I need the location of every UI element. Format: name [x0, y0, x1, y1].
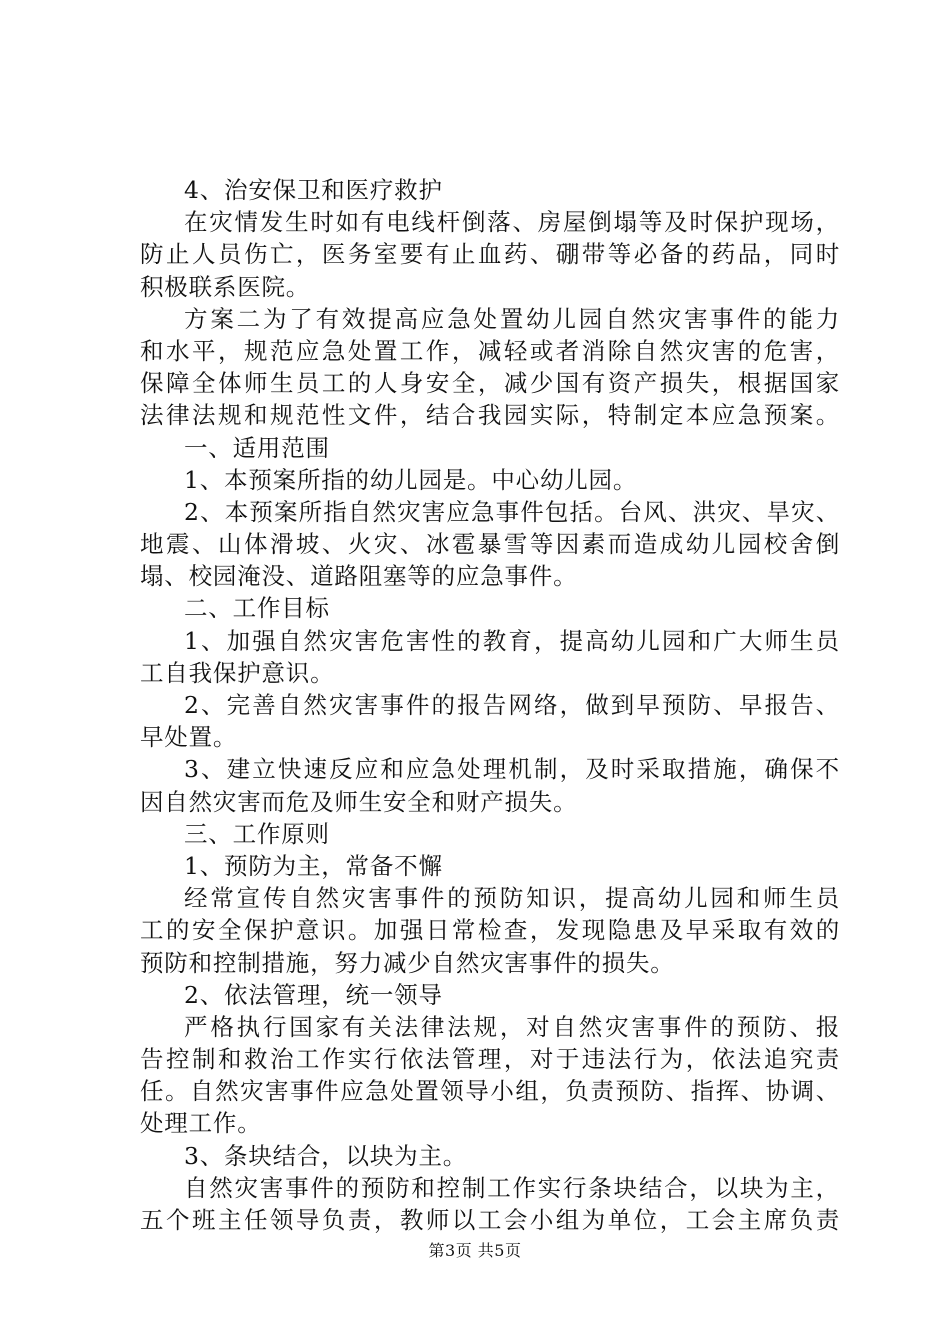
text-line: 3、条块结合，以块为主。 [184, 1141, 468, 1170]
text-line: 五个班主任领导负责，教师以工会小组为单位，工会主席负责 [140, 1206, 840, 1234]
text-line: 二、工作目标 [184, 594, 330, 623]
text-line: 三、工作原则 [184, 819, 330, 848]
text-line: 在灾情发生时如有电线杆倒落、房屋倒塌等及时保护现场， [184, 208, 840, 237]
text-line: 4、治安保卫和医疗救护 [184, 176, 443, 204]
text-line: 和水平，规范应急处置工作，减轻或者消除自然灾害的危害， [140, 336, 840, 365]
text-line: 2、本预案所指自然灾害应急事件包括。台风、洪灾、旱灾、 [184, 497, 840, 526]
text-line: 自然灾害事件的预防和控制工作实行条块结合，以块为主， [184, 1173, 840, 1202]
text-line: 地震、山体滑坡、火灾、冰雹暴雪等因素而造成幼儿园校舍倒 [140, 530, 840, 559]
text-line: 因自然灾害而危及师生安全和财产损失。 [140, 787, 578, 816]
text-line: 告控制和救治工作实行依法管理，对于违法行为，依法追究责 [140, 1045, 840, 1074]
text-line: 防止人员伤亡，医务室要有止血药、硼带等必备的药品，同时 [140, 240, 840, 269]
text-line: 法律法规和规范性文件，结合我园实际，特制定本应急预案。 [140, 401, 840, 430]
text-line: 方案二为了有效提高应急处置幼儿园自然灾害事件的能力 [184, 304, 840, 333]
text-line: 早处置。 [140, 723, 238, 752]
text-line: 保障全体师生员工的人身安全，减少国有资产损失，根据国家 [140, 369, 840, 398]
text-line: 一、适用范围 [184, 433, 330, 462]
text-line: 处理工作。 [140, 1109, 262, 1138]
text-line: 预防和控制措施，努力减少自然灾害事件的损失。 [140, 948, 675, 977]
text-line: 3、建立快速反应和应急处理机制，及时采取措施，确保不 [184, 755, 840, 784]
text-line: 塌、校园淹没、道路阻塞等的应急事件。 [140, 562, 578, 591]
text-line: 工自我保护意识。 [140, 658, 335, 687]
text-line: 积极联系医院。 [140, 272, 311, 301]
document-body [140, 174, 840, 1236]
text-line: 1、本预案所指的幼儿园是。中心幼儿园。 [184, 465, 638, 494]
text-line: 1、加强自然灾害危害性的教育，提高幼儿园和广大师生员 [184, 626, 840, 655]
text-line: 2、完善自然灾害事件的报告网络，做到早预防、早报告、 [184, 691, 840, 719]
text-line: 工的安全保护意识。加强日常检查，发现隐患及早采取有效的 [140, 916, 840, 945]
page-footer: 第3页 共5页 [428, 1241, 522, 1260]
text-line: 严格执行国家有关法律法规，对自然灾害事件的预防、报 [184, 1012, 840, 1041]
text-line: 经常宣传自然灾害事件的预防知识，提高幼儿园和师生员 [184, 884, 840, 913]
text-line: 任。自然灾害事件应急处置领导小组，负责预防、指挥、协调、 [140, 1077, 840, 1106]
text-line: 2、依法管理，统一领导 [184, 980, 443, 1009]
text-line: 1、预防为主，常备不懈 [184, 851, 443, 880]
